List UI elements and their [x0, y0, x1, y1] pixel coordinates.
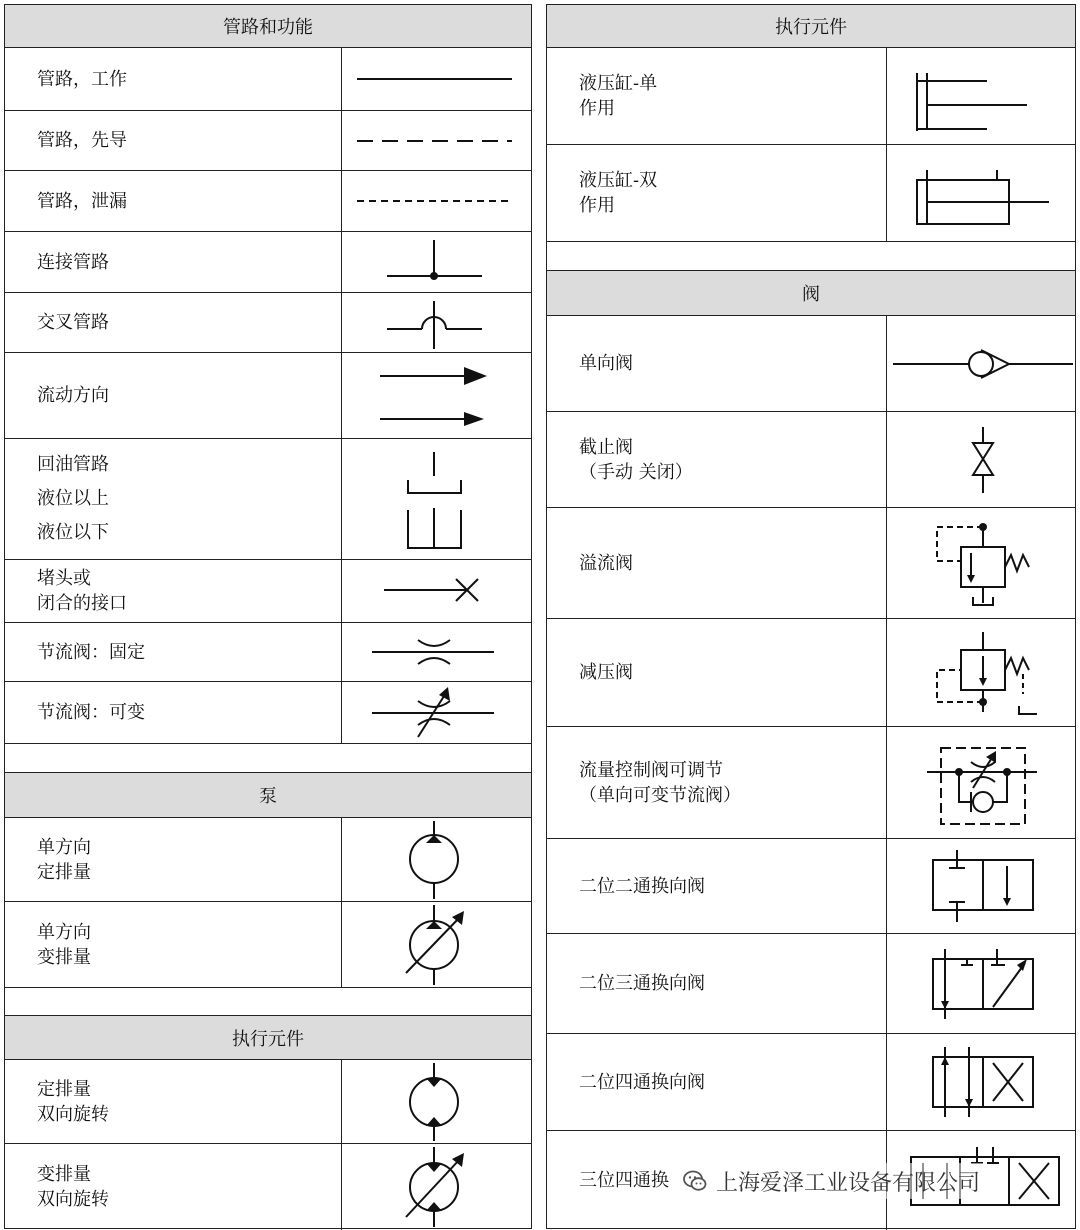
label-pipe-drain: 管路，泄漏	[37, 190, 127, 212]
row-pipe-connect	[5, 232, 531, 293]
variable-motor-icon	[342, 1144, 531, 1230]
row-motor-variable	[5, 1144, 531, 1230]
label-pipe-pilot: 管路，先导	[37, 130, 127, 151]
spacer-3	[547, 242, 1075, 271]
row-pipe-pilot	[5, 111, 531, 171]
row-cylinder-double	[547, 145, 1075, 242]
label-throttle-fixed: 节流阀：固定	[37, 641, 145, 663]
spacer-2	[5, 988, 531, 1016]
label-relief-valve: 溢流阀	[579, 552, 633, 574]
check-valve-icon	[887, 316, 1075, 411]
working-line-icon	[342, 48, 531, 110]
stop-valve-icon	[887, 412, 1075, 507]
header-valves-title: 阀	[802, 284, 820, 305]
label-return-below: 液位以下	[37, 522, 109, 543]
label-flow-direction: 流动方向	[37, 385, 109, 406]
label-return-line: 回油管路	[37, 454, 109, 475]
label-2-3-valve: 二位三通换向阀	[579, 973, 705, 994]
label-pipe-working: 管路，工作	[37, 68, 127, 90]
two-position-three-way-valve-icon	[887, 934, 1075, 1033]
watermark	[676, 1163, 986, 1199]
label-motor-variable-1: 变排量	[37, 1164, 91, 1185]
label-cylinder-double-2: 作用	[579, 195, 615, 216]
label-stop-valve-1: 截止阀	[579, 436, 633, 458]
flow-direction-arrows-icon	[342, 353, 531, 438]
two-position-four-way-valve-icon	[887, 1034, 1075, 1130]
header-actuators-left	[5, 1016, 531, 1060]
label-return-above: 液位以上	[37, 488, 109, 509]
label-pump-fixed-2: 定排量	[37, 861, 91, 883]
header-valves	[547, 271, 1075, 316]
header-pipes-title: 管路和功能	[223, 17, 313, 38]
row-stop-valve	[547, 412, 1075, 508]
label-pump-variable-1: 单方向	[37, 921, 91, 943]
row-relief-valve	[547, 508, 1075, 619]
row-2-4-valve	[547, 1034, 1075, 1131]
relief-valve-icon	[887, 508, 1075, 618]
label-motor-fixed-2: 双向旋转	[37, 1103, 109, 1125]
label-throttle-variable: 节流阀：可变	[37, 702, 145, 723]
tank-return-icon	[342, 439, 531, 559]
row-throttle-fixed	[5, 623, 531, 682]
fixed-throttle-icon	[342, 623, 531, 681]
row-flow-direction	[5, 353, 531, 439]
label-motor-fixed-1: 定排量	[37, 1078, 91, 1100]
label-cylinder-single-1: 液压缸-单	[579, 73, 658, 94]
pilot-line-icon	[342, 111, 531, 170]
row-pump-fixed	[5, 818, 531, 902]
label-pump-variable-2: 变排量	[37, 946, 91, 968]
header-actuators-left-title: 执行元件	[232, 1028, 304, 1050]
header-pumps-title: 泵	[259, 786, 277, 807]
plug-icon	[342, 560, 531, 622]
row-plug	[5, 560, 531, 623]
label-plug-2: 闭合的接口	[37, 593, 127, 614]
header-actuators-right-title: 执行元件	[775, 17, 847, 38]
double-acting-cylinder-icon	[887, 145, 1075, 241]
single-acting-cylinder-icon	[887, 48, 1075, 144]
label-2-4-valve: 二位四通换向阀	[579, 1071, 705, 1093]
spacer-1	[5, 744, 531, 773]
label-reducing-valve: 减压阀	[579, 662, 633, 683]
watermark-text: 上海爱泽工业设备有限公司	[716, 1170, 981, 1196]
row-reducing-valve	[547, 619, 1075, 727]
wechat-icon	[682, 1168, 708, 1194]
header-pumps	[5, 773, 531, 818]
label-flow-control-2: （单向可变节流阀）	[579, 784, 741, 806]
row-motor-fixed	[5, 1060, 531, 1144]
right-symbol-table	[546, 4, 1076, 1229]
row-pipe-working	[5, 48, 531, 111]
two-position-two-way-valve-icon	[887, 839, 1075, 933]
row-return-line	[5, 439, 531, 560]
row-2-3-valve	[547, 934, 1075, 1034]
label-pump-fixed-1: 单方向	[37, 836, 91, 858]
label-2-2-valve: 二位二通换向阀	[579, 875, 705, 897]
connected-lines-icon	[342, 232, 531, 292]
label-pipe-connect: 连接管路	[37, 251, 109, 273]
flow-control-valve-icon	[887, 727, 1075, 838]
reducing-valve-icon	[887, 619, 1075, 726]
row-cylinder-single	[547, 48, 1075, 145]
label-flow-control-1: 流量控制阀可调节	[579, 759, 723, 781]
row-pipe-drain	[5, 171, 531, 232]
row-pipe-cross	[5, 293, 531, 353]
label-plug-1: 堵头或	[37, 568, 91, 589]
drain-line-icon	[342, 171, 531, 231]
row-flow-control-valve	[547, 727, 1075, 839]
variable-throttle-icon	[342, 682, 531, 743]
label-pipe-cross: 交叉管路	[37, 312, 109, 333]
row-pump-variable	[5, 902, 531, 988]
label-cylinder-double-1: 液压缸-双	[579, 170, 658, 191]
header-actuators-right	[547, 5, 1075, 48]
label-stop-valve-2: （手动 关闭）	[579, 461, 693, 483]
left-symbol-table	[4, 4, 532, 1229]
fixed-pump-icon	[342, 818, 531, 901]
fixed-motor-icon	[342, 1060, 531, 1143]
header-pipes	[5, 5, 531, 48]
label-motor-variable-2: 双向旋转	[37, 1189, 109, 1210]
row-check-valve	[547, 316, 1075, 412]
row-2-2-valve	[547, 839, 1075, 934]
variable-pump-icon	[342, 902, 531, 987]
label-check-valve: 单向阀	[579, 353, 633, 374]
label-cylinder-single-2: 作用	[579, 98, 615, 119]
row-throttle-variable	[5, 682, 531, 744]
label-3-4-valve: 三位四通换	[579, 1170, 669, 1191]
crossing-lines-icon	[342, 293, 531, 352]
